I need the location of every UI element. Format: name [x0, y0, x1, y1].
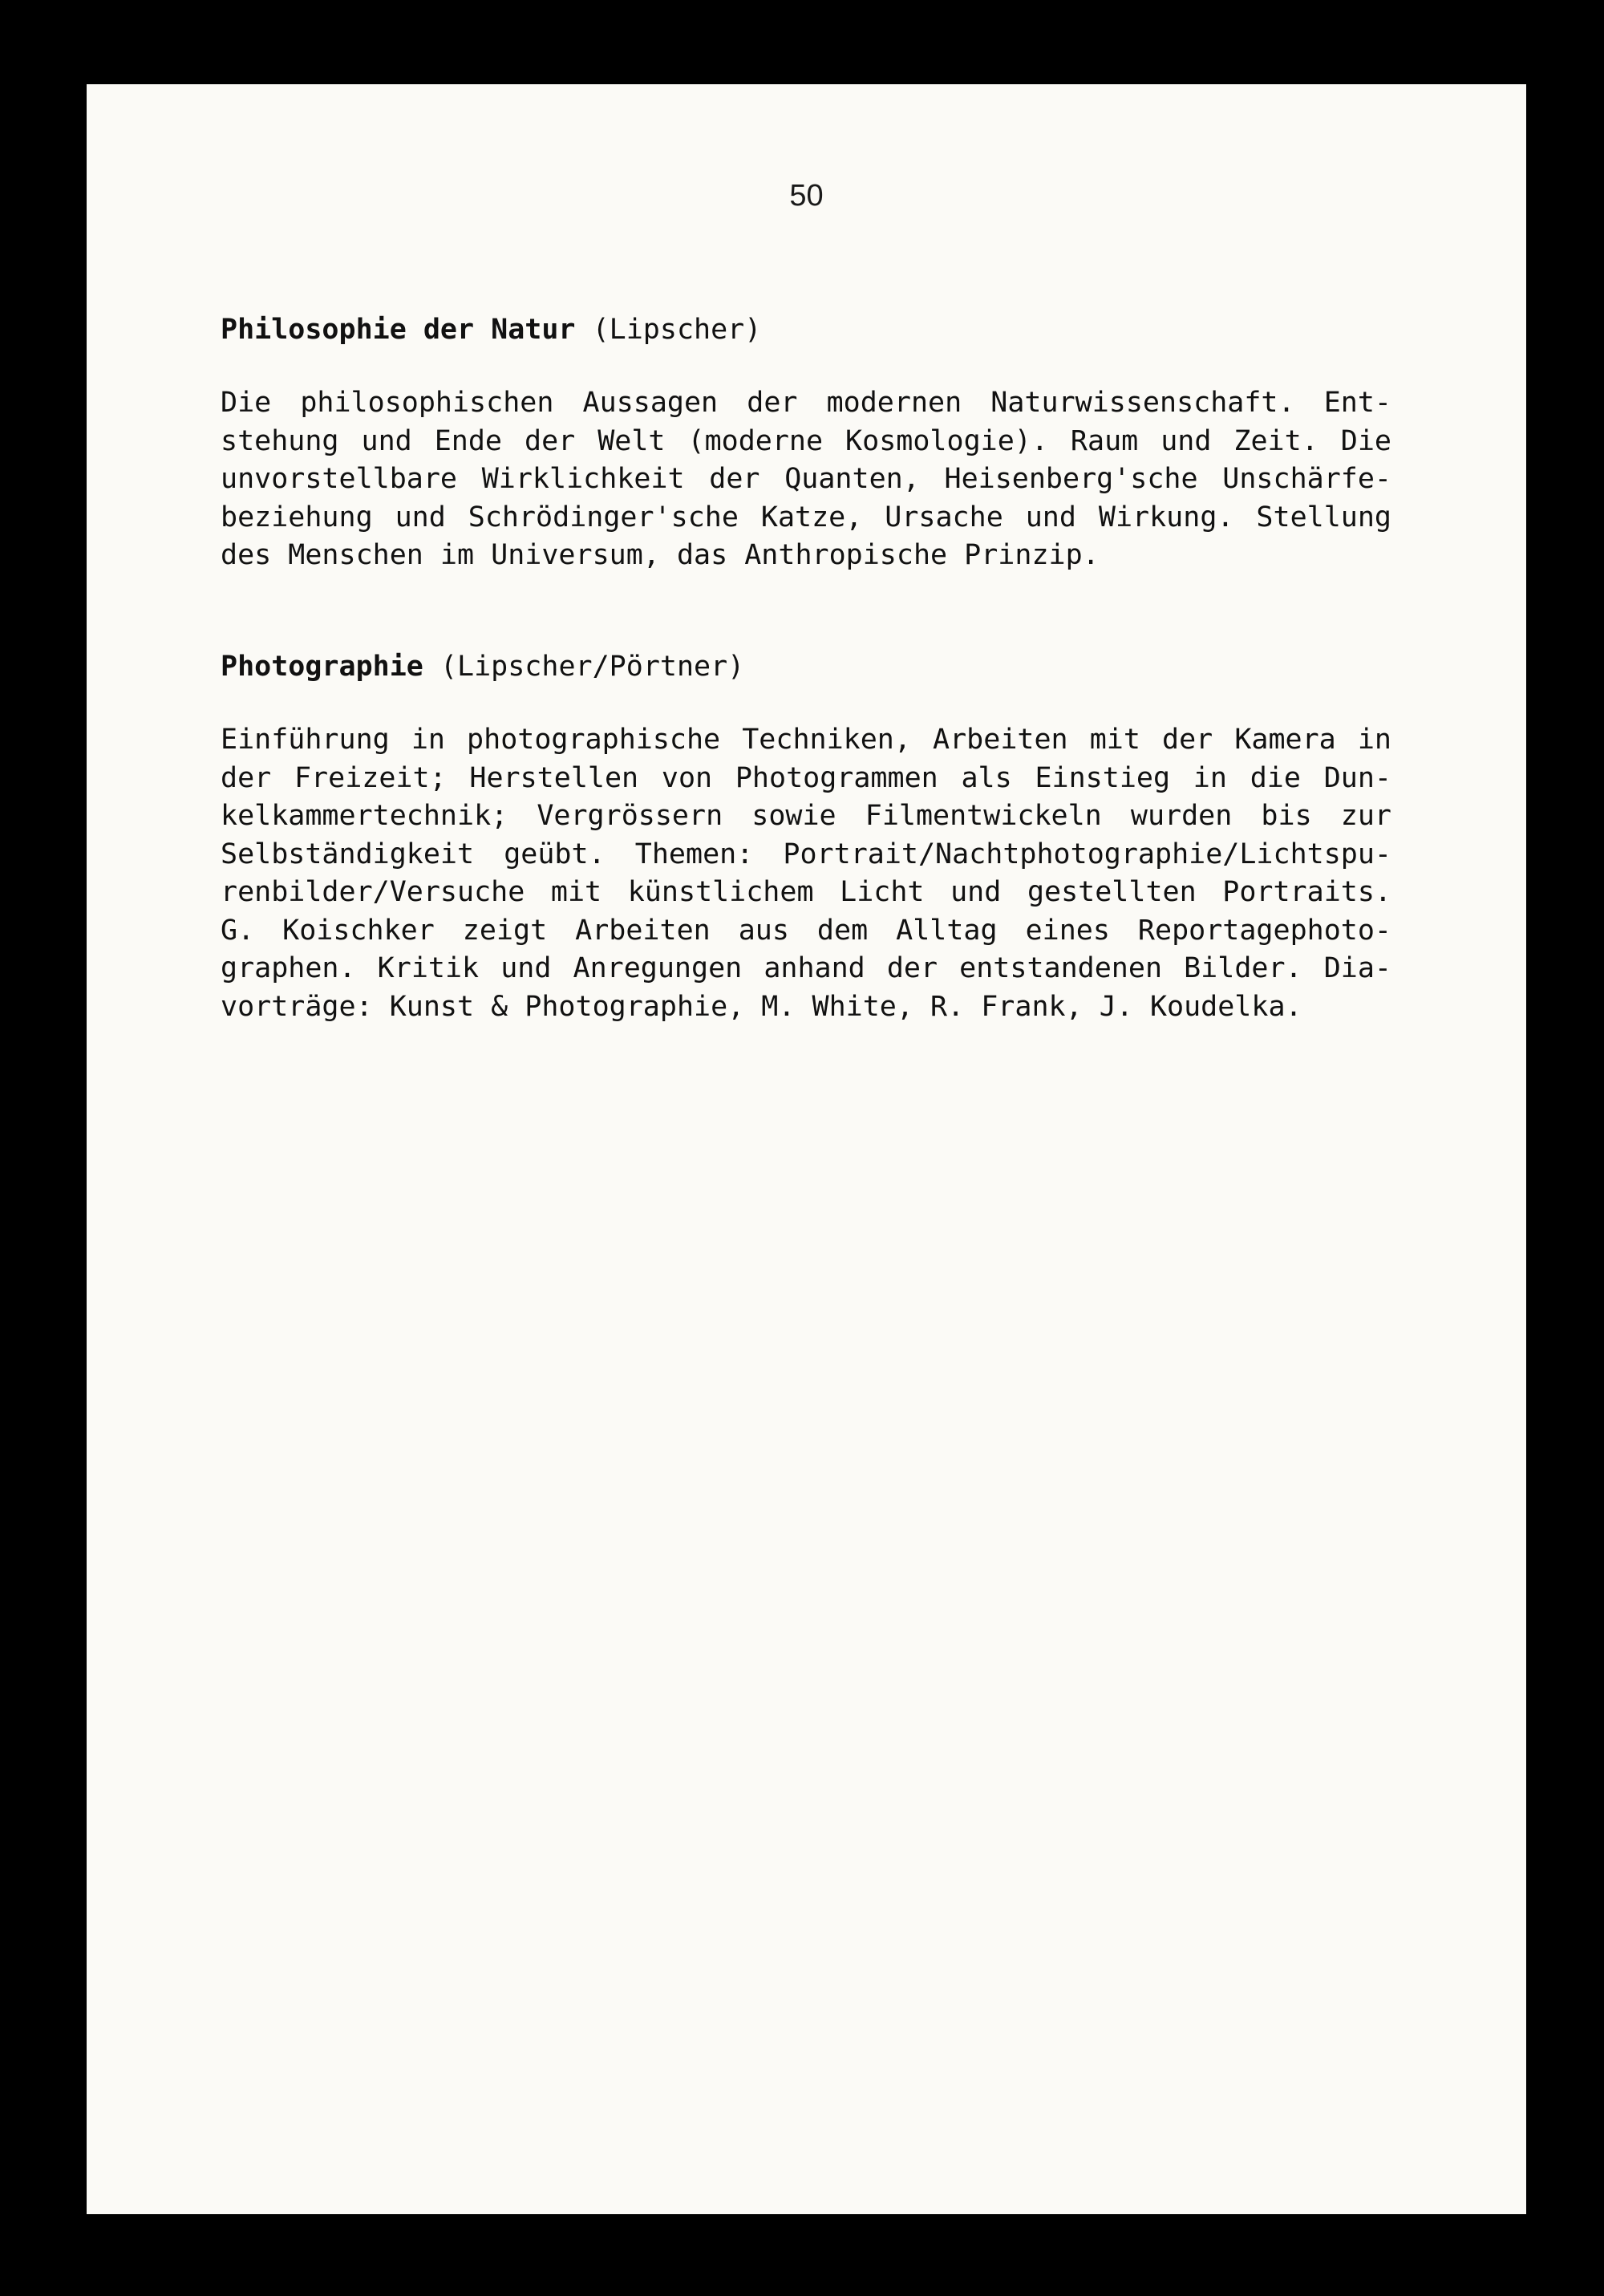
- document-page: [87, 84, 1526, 2214]
- body-line: kelkammertechnik; Vergrössern sowie Filmentwickeln wurden bis zur: [221, 800, 1391, 832]
- section-instructors: (Lipscher): [592, 314, 762, 346]
- section-heading: [221, 310, 1391, 349]
- body-line: stehung und Ende der Welt (moderne Kosmologie). Raum und Zeit. Die: [221, 424, 1391, 457]
- section-photographie: [221, 647, 1391, 1026]
- section-title: Philosophie der Natur: [221, 314, 576, 346]
- body-line: unvorstellbare Wirklichkeit der Quanten, Heisenberg'sche Unschärfe-: [221, 463, 1391, 495]
- body-line: graphen. Kritik und Anregungen anhand der entstandenen Bilder. Dia-: [221, 952, 1391, 984]
- body-line: Einführung in photographische Techniken, Arbeiten mit der Kamera in: [221, 724, 1391, 756]
- body-line: beziehung und Schrödinger'sche Katze, Ursache und Wirkung. Stellung: [221, 501, 1391, 533]
- body-line: vorträge: Kunst & Photographie, M. White, R. Frank, J. Koudelka.: [221, 990, 1302, 1023]
- section-philosophie-der-natur: [221, 310, 1391, 575]
- body-line: des Menschen im Universum, das Anthropische Prinzip.: [221, 539, 1100, 571]
- body-line: der Freizeit; Herstellen von Photogrammen als Einstieg in die Dun-: [221, 761, 1391, 794]
- body-line: renbilder/Versuche mit künstlichem Licht und gestellten Portraits.: [221, 876, 1391, 908]
- body-line: Selbständigkeit geübt. Themen: Portrait/Nachtphotographie/Lichtspu-: [221, 838, 1391, 870]
- section-title: Photographie: [221, 651, 423, 683]
- section-body: [221, 384, 1391, 575]
- body-line: Die philosophischen Aussagen der modernen Naturwissenschaft. Ent-: [221, 387, 1391, 419]
- section-heading: [221, 647, 1391, 686]
- section-instructors: (Lipscher/Pörtner): [439, 651, 745, 683]
- section-body: [221, 721, 1391, 1026]
- body-line: G. Koischker zeigt Arbeiten aus dem Alltag eines Reportagephoto-: [221, 914, 1391, 947]
- page-number: 50: [789, 179, 824, 213]
